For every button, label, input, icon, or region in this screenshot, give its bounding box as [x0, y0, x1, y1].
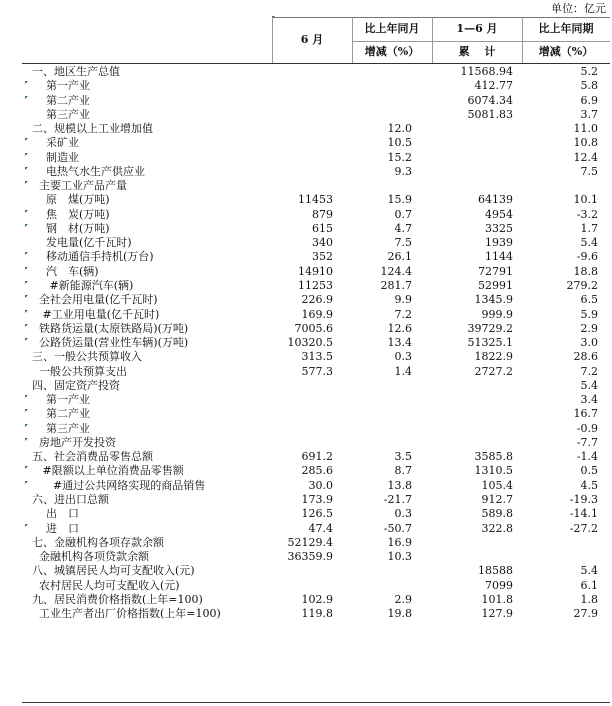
cell-marker-icon: [25, 481, 28, 484]
cumulative-value: 7099: [485, 578, 513, 592]
row-label: 二、规模以上工业增加值: [32, 122, 153, 136]
month-yoy-percent: 0.3: [394, 350, 412, 364]
month-yoy-percent: 10.5: [387, 136, 412, 150]
header-month: 6 月: [300, 33, 324, 46]
cell-marker-icon: [25, 210, 28, 213]
cumulative-value: 39729.2: [467, 321, 513, 335]
month-yoy-percent: -21.7: [383, 492, 412, 506]
table-row: [0, 293, 612, 307]
month-value: 7005.6: [294, 321, 333, 335]
header-yoy-month-top: 比上年同月: [364, 22, 420, 35]
month-value: 36359.9: [287, 550, 333, 564]
cumulative-yoy-percent: 6.5: [580, 293, 598, 307]
table-row: [0, 607, 612, 621]
row-label: 汽 车(辆): [32, 264, 99, 278]
row-label: 主要工业产品产量: [32, 179, 127, 193]
table-row: [0, 393, 612, 407]
month-yoy-percent: 0.3: [394, 507, 412, 521]
cumulative-yoy-percent: 3.0: [580, 336, 598, 350]
cumulative-yoy-percent: 4.5: [580, 478, 598, 492]
statistics-table-body: [0, 65, 612, 621]
month-yoy-percent: 2.9: [394, 592, 412, 606]
month-value: 879: [312, 207, 333, 221]
row-label: 第三产业: [32, 421, 90, 435]
cell-marker-icon: [25, 252, 28, 255]
table-row: [0, 507, 612, 521]
cumulative-value: 64139: [478, 193, 513, 207]
row-label: 全社会用电量(亿千瓦时): [32, 293, 158, 307]
cumulative-yoy-percent: -1.4: [576, 450, 598, 464]
month-value: 577.3: [301, 364, 333, 378]
cumulative-yoy-percent: 5.4: [580, 564, 598, 578]
table-row: [0, 522, 612, 536]
row-label: 第二产业: [32, 93, 90, 107]
table-row: [0, 350, 612, 364]
table-row: [0, 122, 612, 136]
cumulative-value: 4954: [485, 207, 513, 221]
row-label: 工业生产者出厂价格指数(上年=100): [32, 607, 221, 621]
header-yoy-month-bottom: 增减（%）: [364, 45, 420, 58]
table-row: [0, 464, 612, 478]
table-row: [0, 407, 612, 421]
cumulative-value: 2727.2: [474, 364, 513, 378]
cumulative-value: 589.8: [481, 507, 513, 521]
row-label: 采矿业: [32, 136, 79, 150]
cumulative-yoy-percent: 6.1: [580, 578, 598, 592]
cumulative-yoy-percent: -9.6: [576, 250, 598, 264]
cell-marker-icon: [25, 466, 28, 469]
table-row: [0, 436, 612, 450]
cell-marker-icon: [25, 295, 28, 298]
cumulative-yoy-percent: 10.8: [573, 136, 598, 150]
row-label: 一、地区生产总值: [32, 65, 120, 78]
row-label: #通过公共网络实现的商品销售: [32, 478, 206, 492]
row-label: 铁路货运量(太原铁路局)(万吨): [32, 321, 189, 335]
row-label: 九、居民消费价格指数(上年=100): [32, 592, 203, 606]
month-value: 47.4: [308, 521, 333, 535]
table-row: [0, 279, 612, 293]
header-top-rule: [272, 17, 610, 18]
table-row: [0, 550, 612, 564]
cumulative-yoy-percent: 1.8: [580, 592, 598, 606]
cumulative-value: 52991: [478, 278, 513, 292]
cell-marker-icon: [25, 181, 28, 184]
cumulative-value: 1144: [485, 250, 513, 264]
table-row: [0, 536, 612, 550]
row-label: 移动通信手持机(万台): [32, 250, 154, 264]
cumulative-yoy-percent: 12.4: [573, 150, 598, 164]
cumulative-value: 3325: [485, 221, 513, 235]
cell-marker-icon: [25, 153, 28, 156]
month-value: 14910: [298, 264, 333, 278]
month-yoy-percent: -50.7: [383, 521, 412, 535]
month-yoy-percent: 26.1: [387, 250, 412, 264]
cell-marker-icon: [25, 424, 28, 427]
cumulative-yoy-percent: 28.6: [573, 350, 598, 364]
row-label: 七、金融机构各项存款余额: [32, 535, 164, 549]
row-label: 金融机构各项贷款余额: [32, 550, 149, 564]
row-label: 第三产业: [32, 107, 90, 121]
row-label: 原 煤(万吨): [32, 193, 110, 207]
row-label: 八、城镇居民人均可支配收入(元): [32, 564, 195, 578]
table-row: [0, 265, 612, 279]
cell-marker-icon: [25, 310, 28, 313]
cell-marker-icon: [25, 338, 28, 341]
cumulative-yoy-percent: 27.9: [573, 607, 598, 621]
cumulative-value: 18588: [478, 564, 513, 578]
cell-marker-icon: [25, 96, 28, 99]
cumulative-yoy-percent: 5.4: [580, 236, 598, 250]
cell-marker-icon: [25, 395, 28, 398]
cumulative-yoy-percent: 16.7: [573, 407, 598, 421]
table-row: [0, 336, 612, 350]
month-yoy-percent: 9.9: [394, 293, 412, 307]
table-row: [0, 65, 612, 79]
month-yoy-percent: 7.2: [394, 307, 412, 321]
cumulative-yoy-percent: 0.5: [580, 464, 598, 478]
table-row: [0, 165, 612, 179]
month-value: 52129.4: [287, 535, 333, 549]
month-value: 119.8: [301, 607, 333, 621]
month-yoy-percent: 15.9: [387, 193, 412, 207]
row-label: 第一产业: [32, 79, 90, 93]
month-yoy-percent: 0.7: [394, 207, 412, 221]
table-row: [0, 579, 612, 593]
cumulative-value: 5081.83: [467, 107, 513, 121]
cell-marker-icon: [25, 224, 28, 227]
cumulative-yoy-percent: -3.2: [576, 207, 598, 221]
table-row: [0, 136, 612, 150]
row-label: 钢 材(万吨): [32, 221, 110, 235]
table-row: [0, 564, 612, 578]
month-value: 173.9: [301, 492, 333, 506]
table-row: [0, 593, 612, 607]
row-label: 公路货运量(营业性车辆)(万吨): [32, 336, 189, 350]
month-yoy-percent: 15.2: [387, 150, 412, 164]
table-row: [0, 208, 612, 222]
month-yoy-percent: 8.7: [394, 464, 412, 478]
month-yoy-percent: 13.4: [387, 336, 412, 350]
cumulative-yoy-percent: 5.2: [580, 65, 598, 78]
cell-marker-icon: [25, 167, 28, 170]
row-label: #新能源汽车(辆): [32, 278, 134, 292]
cell-marker-icon: [25, 409, 28, 412]
month-value: 285.6: [301, 464, 333, 478]
month-value: 11453: [298, 193, 333, 207]
month-value: 11253: [298, 278, 333, 292]
header-bottom-rule: [22, 63, 610, 64]
month-value: 102.9: [301, 592, 333, 606]
row-label: #限额以上单位消费品零售额: [32, 464, 184, 478]
header-mid-rule: [352, 41, 610, 42]
month-value: 352: [312, 250, 333, 264]
cumulative-yoy-percent: -14.1: [569, 507, 598, 521]
cumulative-value: 11568.94: [460, 65, 513, 78]
cumulative-yoy-percent: 7.2: [580, 364, 598, 378]
table-row: [0, 94, 612, 108]
cumulative-value: 3585.8: [474, 450, 513, 464]
row-label: 五、社会消费品零售总额: [32, 450, 153, 464]
cumulative-value: 105.4: [481, 478, 513, 492]
row-label: 制造业: [32, 150, 79, 164]
cell-marker-icon: [25, 267, 28, 270]
row-label: 第一产业: [32, 393, 90, 407]
cell-marker-icon: [25, 281, 28, 284]
month-value: 226.9: [301, 293, 333, 307]
month-yoy-percent: 1.4: [394, 364, 412, 378]
cumulative-yoy-percent: 5.8: [580, 79, 598, 93]
table-bottom-rule: [22, 702, 610, 703]
row-label: 六、进出口总额: [32, 492, 109, 506]
row-label: 房地产开发投资: [32, 435, 116, 449]
cumulative-yoy-percent: 3.4: [580, 393, 598, 407]
row-label: 出 口: [32, 507, 79, 521]
unit-label: 单位：亿元: [551, 2, 606, 15]
month-value: 615: [312, 221, 333, 235]
cumulative-value: 1345.9: [474, 293, 513, 307]
row-label: 四、固定资产投资: [32, 378, 120, 392]
cumulative-value: 1939: [485, 236, 513, 250]
table-row: [0, 236, 612, 250]
cumulative-yoy-percent: 18.8: [573, 264, 598, 278]
month-yoy-percent: 13.8: [387, 478, 412, 492]
cell-marker-icon: [25, 438, 28, 441]
month-yoy-percent: 4.7: [394, 221, 412, 235]
table-row: [0, 151, 612, 165]
cumulative-yoy-percent: -0.9: [576, 421, 598, 435]
row-label: 进 口: [32, 521, 79, 535]
cumulative-yoy-percent: 11.0: [573, 122, 598, 136]
table-row: [0, 479, 612, 493]
cumulative-value: 912.7: [481, 492, 513, 506]
row-label: 农村居民人均可支配收入(元): [32, 578, 180, 592]
cumulative-yoy-percent: 3.7: [580, 107, 598, 121]
cumulative-value: 322.8: [481, 521, 513, 535]
cumulative-value: 999.9: [481, 307, 513, 321]
month-yoy-percent: 7.5: [394, 236, 412, 250]
cell-marker-icon: [25, 324, 28, 327]
month-yoy-percent: 10.3: [387, 550, 412, 564]
table-row: [0, 379, 612, 393]
row-label: 发电量(亿千瓦时): [32, 236, 132, 250]
cumulative-yoy-percent: -19.3: [569, 492, 598, 506]
table-row: [0, 493, 612, 507]
cumulative-yoy-percent: 5.4: [580, 378, 598, 392]
month-yoy-percent: 3.5: [394, 450, 412, 464]
cumulative-yoy-percent: 279.2: [566, 278, 598, 292]
month-yoy-percent: 281.7: [380, 278, 412, 292]
table-row: [0, 193, 612, 207]
table-row: [0, 179, 612, 193]
month-yoy-percent: 9.3: [394, 164, 412, 178]
header-yoy-period-bottom: 增减（%）: [538, 45, 594, 58]
cell-marker-icon: [25, 81, 28, 84]
cumulative-value: 412.77: [474, 79, 513, 93]
month-yoy-percent: 12.0: [387, 122, 412, 136]
cumulative-value: 101.8: [481, 592, 513, 606]
cumulative-yoy-percent: -7.7: [576, 435, 598, 449]
month-yoy-percent: 124.4: [380, 264, 412, 278]
cumulative-value: 127.9: [481, 607, 513, 621]
cumulative-value: 1310.5: [474, 464, 513, 478]
month-yoy-percent: 12.6: [387, 321, 412, 335]
month-value: 340: [312, 236, 333, 250]
row-label: 电热气水生产供应业: [32, 164, 145, 178]
row-label: 一般公共预算支出: [32, 364, 127, 378]
table-row: [0, 422, 612, 436]
month-value: 30.0: [308, 478, 333, 492]
cumulative-value: 6074.34: [467, 93, 513, 107]
cumulative-value: 72791: [478, 264, 513, 278]
cell-marker-icon: [25, 138, 28, 141]
row-label: 焦 炭(万吨): [32, 207, 110, 221]
month-value: 313.5: [301, 350, 333, 364]
table-row: [0, 108, 612, 122]
row-label: #工业用电量(亿千瓦时): [32, 307, 160, 321]
cumulative-yoy-percent: -27.2: [569, 521, 598, 535]
cumulative-yoy-percent: 10.1: [573, 193, 598, 207]
cumulative-value: 51325.1: [467, 336, 513, 350]
row-label: 三、一般公共预算收入: [32, 350, 142, 364]
table-row: [0, 450, 612, 464]
cumulative-yoy-percent: 2.9: [580, 321, 598, 335]
cumulative-yoy-percent: 7.5: [580, 164, 598, 178]
month-value: 691.2: [301, 450, 333, 464]
cumulative-yoy-percent: 1.7: [580, 221, 598, 235]
cell-marker-icon: [25, 524, 28, 527]
table-row: [0, 308, 612, 322]
month-value: 169.9: [301, 307, 333, 321]
month-yoy-percent: 19.8: [387, 607, 412, 621]
month-yoy-percent: 16.9: [387, 535, 412, 549]
table-row: [0, 365, 612, 379]
cumulative-yoy-percent: 6.9: [580, 93, 598, 107]
header-cumulative-bottom: 累 计: [458, 45, 496, 58]
cumulative-yoy-percent: 5.9: [580, 307, 598, 321]
table-row: [0, 79, 612, 93]
cumulative-value: 1822.9: [474, 350, 513, 364]
row-label: 第二产业: [32, 407, 90, 421]
table-row: [0, 222, 612, 236]
header-cumulative-top: 1—6 月: [456, 22, 498, 35]
month-value: 126.5: [301, 507, 333, 521]
header-yoy-period-top: 比上年同期: [538, 22, 594, 35]
table-row: [0, 322, 612, 336]
table-row: [0, 250, 612, 264]
month-value: 10320.5: [287, 336, 333, 350]
